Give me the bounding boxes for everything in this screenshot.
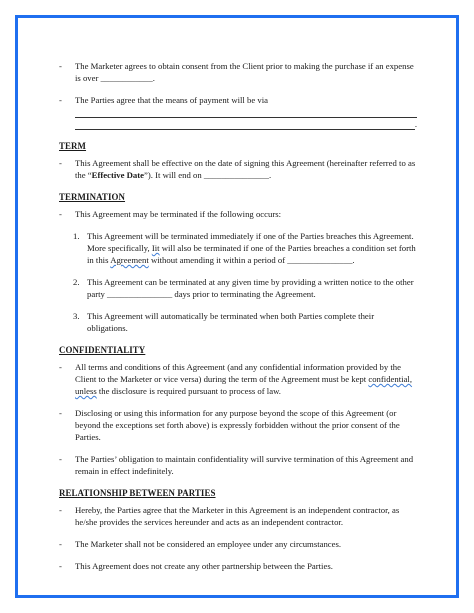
item-number: 1.	[73, 231, 80, 241]
list-item	[59, 453, 417, 477]
termination-lead: This Agreement may be terminated if the following occurs:	[75, 209, 282, 219]
consent-clause: The Marketer agrees to obtain consent from the Client prior to making the purchase if an expense is over ____________.	[75, 61, 414, 83]
numbered-item	[73, 276, 417, 300]
confidentiality-clause-2: Disclosing or using this information for any purpose beyond the scope of this Agreement (or beyond the exceptions set forth above) is expressly forbidden without the prior consent of the Parties.	[75, 408, 400, 442]
section-heading-term: TERM	[59, 141, 87, 151]
bullet-dash: -	[59, 362, 62, 372]
payment-blank-line-2	[75, 118, 415, 130]
payment-clause: The Parties agree that the means of payment will be via	[75, 95, 268, 105]
item-number: 3.	[73, 311, 80, 321]
payment-period: .	[414, 119, 417, 129]
bullet-dash: -	[59, 454, 62, 464]
bullet-dash: -	[59, 505, 62, 515]
list-item	[59, 157, 417, 181]
list-item	[59, 361, 417, 397]
list-item	[59, 407, 417, 443]
list-item	[59, 94, 417, 130]
relationship-clause-2: The Marketer shall not be considered an employee under any circumstances.	[75, 539, 342, 549]
list-item	[59, 560, 417, 572]
bullet-dash: -	[59, 408, 62, 418]
bullet-dash: -	[59, 158, 62, 168]
confidentiality-clause-3: The Parties’ obligation to maintain confidentiality will survive termination of this Agreement and remain in effect indefinitely.	[75, 454, 414, 476]
termination-item-2: This Agreement can be terminated at any given time by providing a written notice to the other party _______________ days prior to terminating the Agreement.	[87, 277, 414, 299]
bullet-dash: -	[59, 561, 62, 571]
bullet-dash: -	[59, 95, 62, 105]
bullet-dash: -	[59, 539, 62, 549]
bullet-dash: -	[59, 209, 62, 219]
termination-item-3: This Agreement will automatically be terminated when both Parties complete their obligations.	[87, 311, 375, 333]
effective-date-clause: This Agreement shall be effective on the date of signing this Agreement (hereinafter referred to as the “Effective Date”). It will end on _______________.	[75, 158, 416, 180]
relationship-clause-1: Hereby, the Parties agree that the Marketer in this Agreement is an independent contractor, as he/she provides the services hereunder and acts as an independent contractor.	[75, 505, 400, 527]
numbered-item	[73, 230, 417, 266]
list-item	[59, 208, 417, 220]
section-heading-termination: TERMINATION	[59, 192, 126, 202]
termination-item-1: This Agreement will be terminated immediately if one of the Parties breaches this Agreement. More specifically, Iit will also be terminated if one of the Parties breaches a condition set forth in this Agreement without amending it within a period of _______________.	[87, 231, 416, 265]
document-page	[59, 60, 417, 582]
list-item	[59, 504, 417, 528]
bullet-dash: -	[59, 61, 62, 71]
section-heading-relationship: RELATIONSHIP BETWEEN PARTIES	[59, 488, 216, 498]
relationship-clause-3: This Agreement does not create any other partnership between the Parties.	[75, 561, 333, 571]
list-item	[59, 60, 417, 84]
section-heading-confidentiality: CONFIDENTIALITY	[59, 345, 146, 355]
item-number: 2.	[73, 277, 80, 287]
list-item	[59, 538, 417, 550]
confidentiality-clause-1: All terms and conditions of this Agreement (and any confidential information provided by the Client to the Marketer or vice versa) during the term of the Agreement must be kept confidential, unless the disclosure is required pursuant to process of law.	[75, 362, 413, 396]
numbered-item	[73, 310, 417, 334]
payment-blank-line-1	[75, 106, 417, 118]
